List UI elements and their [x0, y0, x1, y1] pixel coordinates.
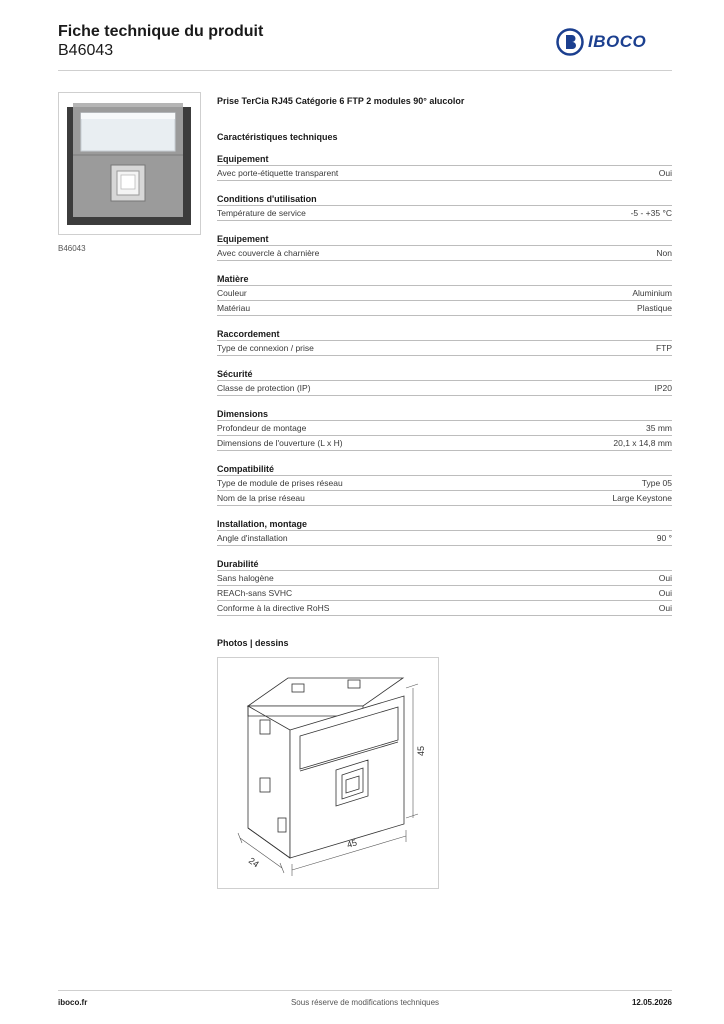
spec-row	[217, 341, 672, 356]
product-thumbnail	[58, 92, 201, 235]
spec-value: Oui	[658, 168, 672, 178]
spec-label: Dimensions de l'ouverture (L x H)	[217, 438, 343, 448]
spec-row	[217, 381, 672, 396]
spec-group-title: Conditions d'utilisation	[217, 192, 672, 206]
spec-group-title: Compatibilité	[217, 462, 672, 476]
spec-label: Couleur	[217, 288, 247, 298]
spec-row	[217, 436, 672, 451]
spec-group-title: Matière	[217, 272, 672, 286]
logo-icon	[556, 28, 584, 56]
spec-group-title: Equipement	[217, 232, 672, 246]
spec-row	[217, 571, 672, 586]
product-image	[59, 93, 200, 234]
specs-heading: Caractéristiques techniques	[217, 132, 338, 142]
spec-row	[217, 246, 672, 261]
spec-value: 20,1 x 14,8 mm	[613, 438, 672, 448]
spec-row	[217, 601, 672, 616]
spec-label: Nom de la prise réseau	[217, 493, 305, 503]
main-content	[217, 96, 672, 889]
spec-value: IP20	[654, 383, 672, 393]
spec-table	[217, 152, 672, 616]
spec-group	[217, 367, 672, 396]
spec-group-title: Equipement	[217, 152, 672, 166]
spec-value: Plastique	[637, 303, 672, 313]
spec-value: -5 - +35 °C	[630, 208, 672, 218]
spec-row	[217, 206, 672, 221]
spec-group	[217, 327, 672, 356]
spec-row	[217, 586, 672, 601]
spec-row	[217, 286, 672, 301]
spec-group	[217, 192, 672, 221]
document-title: Fiche technique du produit	[58, 23, 264, 40]
footer-notice: Sous réserve de modifications techniques	[290, 998, 440, 1007]
technical-drawing	[217, 657, 439, 889]
product-title: Prise TerCia RJ45 Catégorie 6 FTP 2 modules 90° alucolor	[217, 96, 465, 106]
spec-row	[217, 491, 672, 506]
spec-group	[217, 462, 672, 506]
product-reference: B46043	[58, 42, 114, 59]
spec-group	[217, 152, 672, 181]
spec-label: Profondeur de montage	[217, 423, 307, 433]
thumbnail-caption: B46043	[58, 244, 86, 253]
footer-divider	[58, 990, 672, 991]
spec-value: 35 mm	[646, 423, 672, 433]
dim-width-label: 45	[345, 837, 359, 850]
spec-value: Large Keystone	[612, 493, 672, 503]
spec-value: FTP	[655, 343, 672, 353]
spec-row	[217, 421, 672, 436]
spec-value: 90 °	[656, 533, 672, 543]
spec-label: Sans halogène	[217, 573, 274, 583]
spec-label: Matériau	[217, 303, 251, 313]
dim-depth-label: 24	[246, 855, 261, 870]
header-divider	[58, 70, 672, 71]
spec-group	[217, 272, 672, 316]
footer-date: 12.05.2026	[631, 998, 672, 1007]
spec-row	[217, 476, 672, 491]
spec-group-title: Dimensions	[217, 407, 672, 421]
spec-group-title: Installation, montage	[217, 517, 672, 531]
spec-value: Oui	[658, 573, 672, 583]
spec-label: Avec couvercle à charnière	[217, 248, 320, 258]
spec-row	[217, 301, 672, 316]
spec-group	[217, 517, 672, 546]
dimension-drawing	[218, 658, 438, 888]
dim-height-label: 45	[416, 745, 426, 756]
spec-label: Type de module de prises réseau	[217, 478, 343, 488]
spec-value: Non	[656, 248, 672, 258]
spec-label: REACh-sans SVHC	[217, 588, 293, 598]
brand-logo	[556, 28, 646, 56]
photos-heading: Photos | dessins	[217, 638, 289, 648]
spec-label: Température de service	[217, 208, 306, 218]
spec-group	[217, 557, 672, 616]
spec-label: Type de connexion / prise	[217, 343, 314, 353]
spec-group-title: Sécurité	[217, 367, 672, 381]
spec-label: Conforme à la directive RoHS	[217, 603, 330, 613]
footer-site-link[interactable]: iboco.fr	[58, 998, 88, 1007]
logo-text: IBOCO	[588, 32, 647, 51]
spec-label: Classe de protection (IP)	[217, 383, 311, 393]
spec-row	[217, 531, 672, 546]
spec-label: Angle d'installation	[217, 533, 288, 543]
spec-value: Oui	[658, 603, 672, 613]
spec-group	[217, 407, 672, 451]
spec-value: Type 05	[641, 478, 672, 488]
header	[58, 22, 263, 60]
spec-value: Aluminium	[632, 288, 672, 298]
spec-label: Avec porte-étiquette transparent	[217, 168, 339, 178]
spec-group-title: Raccordement	[217, 327, 672, 341]
spec-row	[217, 166, 672, 181]
spec-group	[217, 232, 672, 261]
spec-group-title: Durabilité	[217, 557, 672, 571]
spec-value: Oui	[658, 588, 672, 598]
